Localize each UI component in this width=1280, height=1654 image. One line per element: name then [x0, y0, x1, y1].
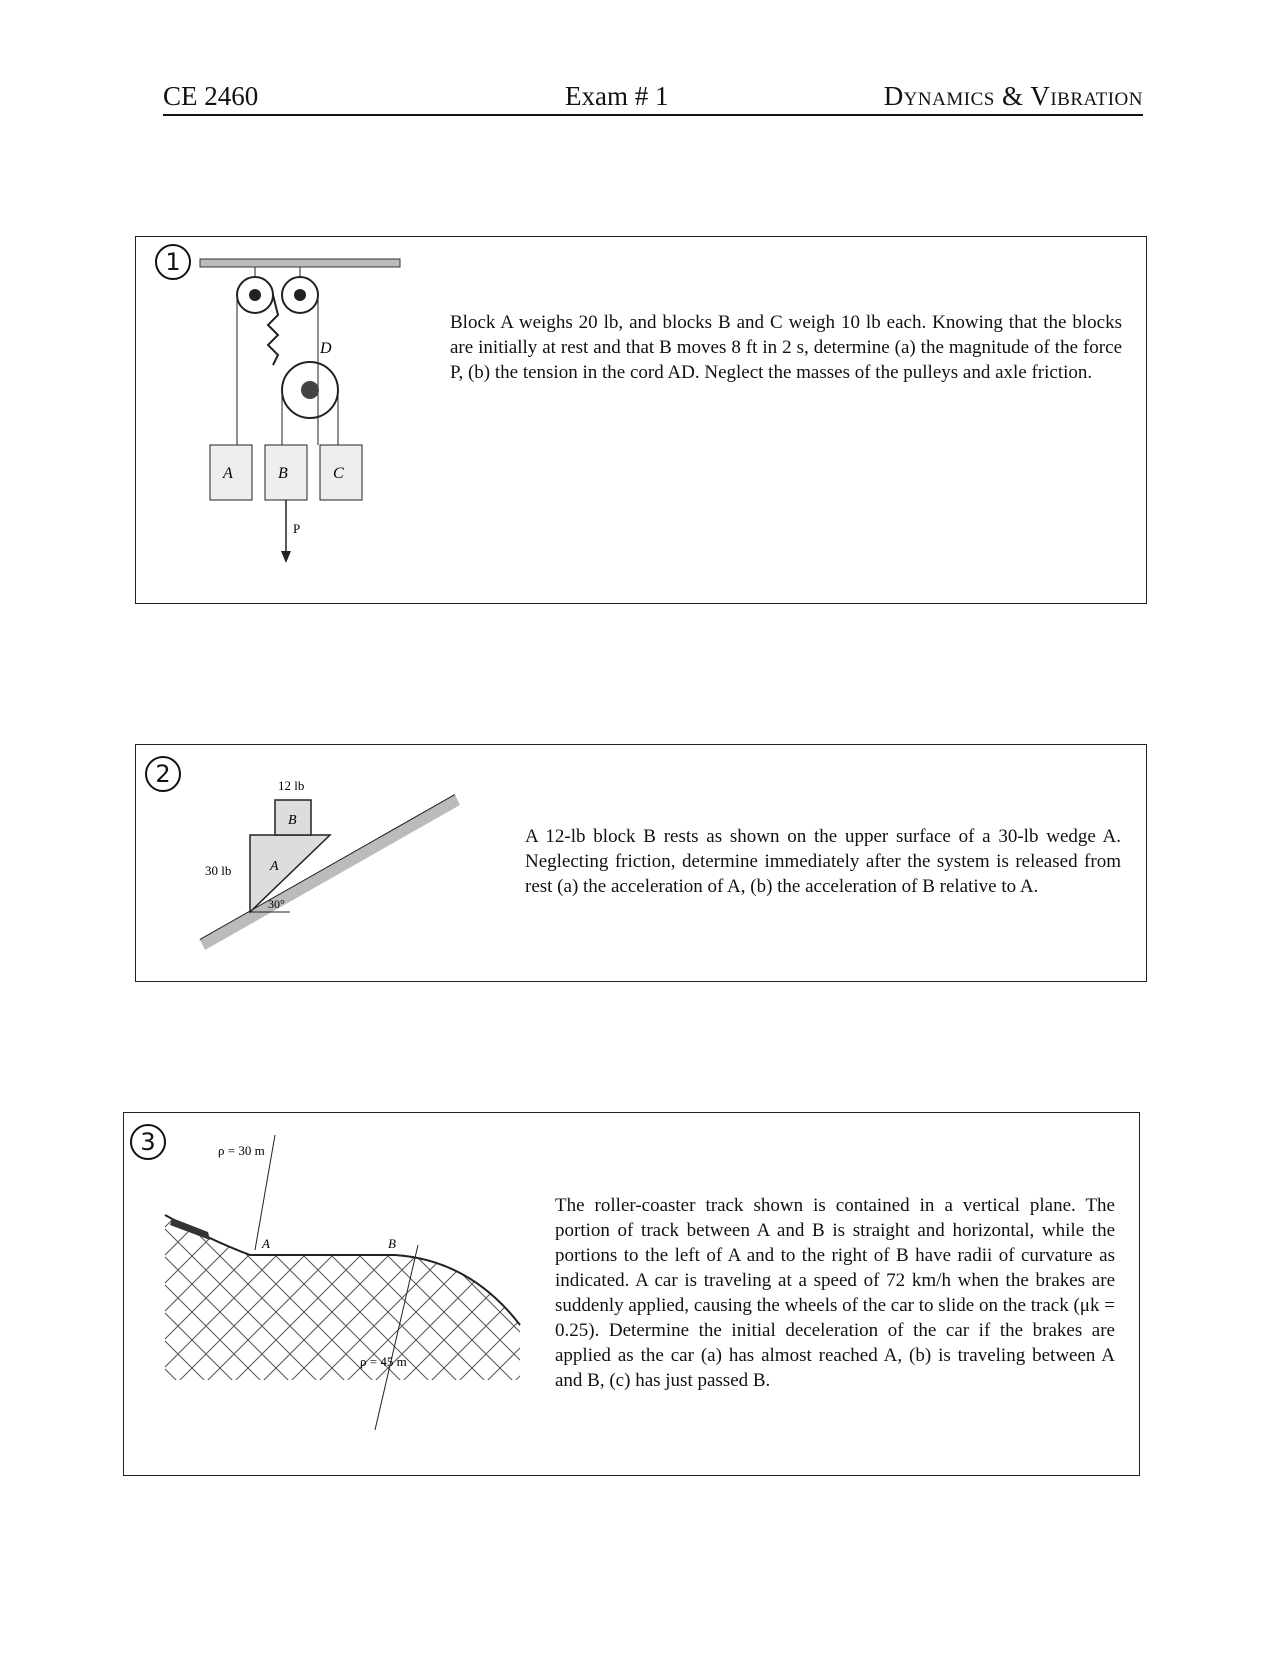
support-lattice [165, 1215, 520, 1380]
page-header [163, 78, 1143, 116]
label-b: B [388, 1236, 396, 1251]
label-c: C [333, 465, 344, 482]
label-p: P [293, 521, 301, 536]
problem-2-number: 2 [145, 756, 181, 792]
problem-1-number: 1 [155, 244, 191, 280]
problem-2-text: A 12-lb block B rests as shown on the upper surface of a 30-lb wedge A. Neglecting friction, determine immediately after the system is released from rest (a) the acceleration of A, (b) the acceleration of B relative to A. [525, 826, 1121, 897]
problem-3-text: The roller-coaster track shown is contained in a vertical plane. The portion of track between A and B is straight and horizontal, while the portions to the left of A and to the right of B have radii of curvature as indicated. A car is traveling at a speed of 72 km/h when the brakes are suddenly applied, causing the wheels of the car to slide on the track (μk = 0.25). Determine the initial deceleration of the car if the brakes are applied as the car (a) has almost reached A, (b) is traveling between A and B, (c) has just passed B. [555, 1195, 1115, 1391]
block-weight-label: 12 lb [278, 778, 305, 793]
angle-label: 30° [268, 897, 285, 911]
wedge-weight-label: 30 lb [205, 863, 232, 878]
ceiling-support [200, 259, 400, 267]
roller-coaster-figure [150, 1130, 530, 1470]
label-b: B [278, 465, 288, 482]
rho-left-label: ρ = 30 m [218, 1143, 265, 1158]
rho-right-label: ρ = 45 m [360, 1354, 407, 1369]
pulley-system-figure [190, 255, 420, 575]
label-a: A [270, 859, 279, 874]
wedge-figure [190, 760, 470, 960]
course-title: Dynamics & Vibration [883, 81, 1143, 111]
label-d: D [320, 340, 332, 357]
label-a: A [262, 1236, 270, 1251]
problem-3-number: 3 [130, 1124, 166, 1160]
course-code: CE 2460 [163, 81, 259, 111]
label-b: B [288, 813, 297, 828]
label-a: A [223, 465, 233, 482]
problem-1-text: Block A weighs 20 lb, and blocks B and C weigh 10 lb each. Knowing that the blocks are initially at rest and that B moves 8 ft in 2 s, determine (a) the magnitude of the force P, (b) the tension in the cord AD. Neglect the masses of the pulleys and axle friction. [450, 312, 1122, 383]
exam-title: Exam # 1 [565, 81, 669, 111]
